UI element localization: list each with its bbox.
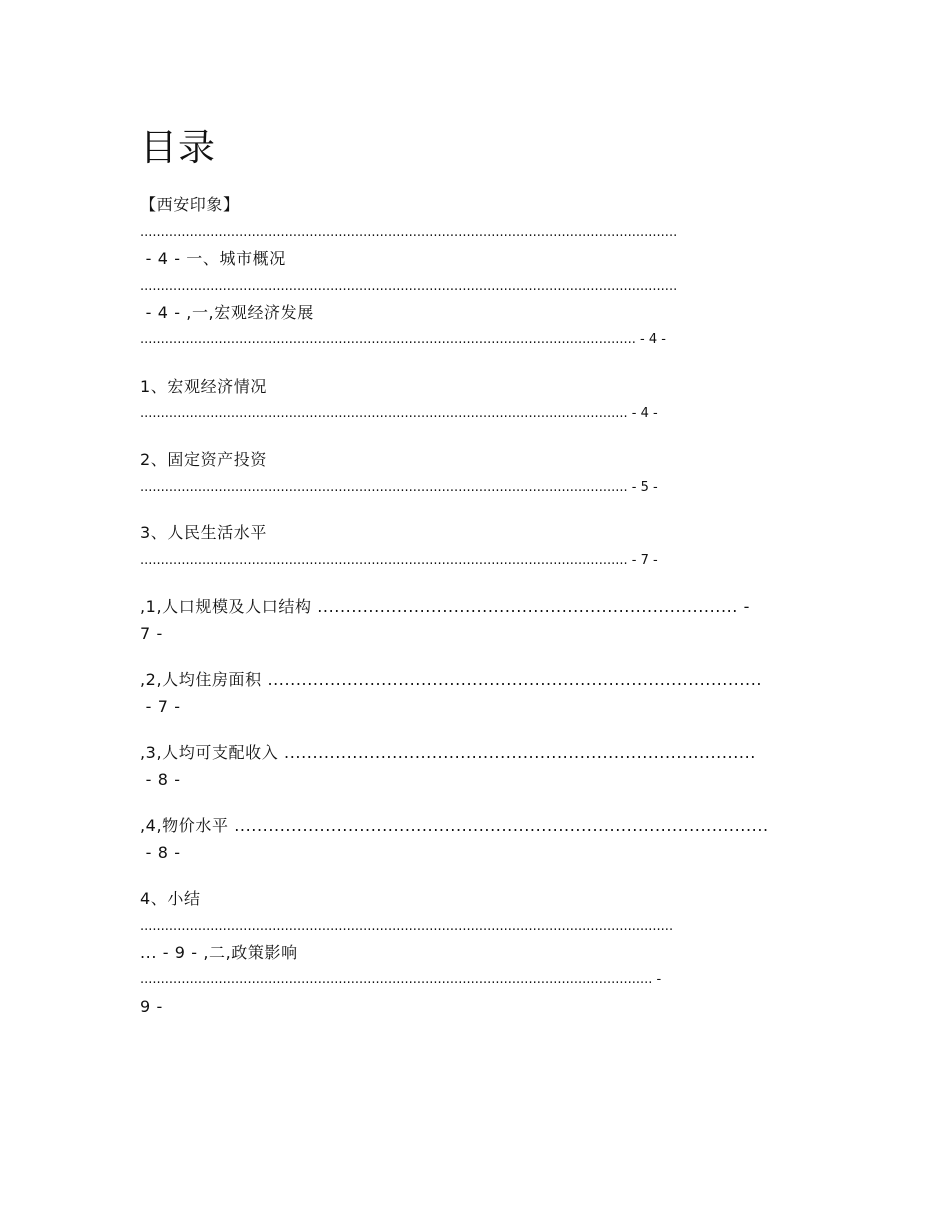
- toc-entry-city-overview: - 4 - 一、城市概况: [140, 249, 286, 268]
- toc-entry-summary: 4、小结: [140, 889, 201, 908]
- toc-entry-population: ,1,人口规模及人口结构 .......................................................................... -: [140, 597, 751, 616]
- toc-page-number: - 8 -: [140, 770, 181, 789]
- toc-leader-dots: .................................................................................................................................: [140, 919, 674, 934]
- toc-leader-dots-page: ...................................................................................................................... - 4 -: [140, 406, 658, 421]
- toc-page-number: - 7 -: [140, 697, 181, 716]
- toc-entry-housing-area: ,2,人均住房面积 .......................................................................................: [140, 670, 763, 689]
- toc-entry-macro-economy: - 4 - ,一,宏观经济发展: [140, 303, 314, 322]
- toc-entry-disposable-income: ,3,人均可支配收入 ...................................................................................: [140, 743, 756, 762]
- toc-leader-dots: ..................................................................................................................................: [140, 225, 678, 240]
- toc-leader-dots-page: ...................................................................................................................... - 5 -: [140, 480, 658, 495]
- toc-entry-price-level: ,4,物价水平 ..............................................................................................: [140, 816, 769, 835]
- toc-entry-macro-situation: 1、宏观经济情况: [140, 377, 267, 396]
- toc-entry-living-standard: 3、人民生活水平: [140, 523, 267, 542]
- toc-entry-policy-impact: ... - 9 - ,二,政策影响: [140, 943, 298, 962]
- toc-leader-dots-page: ............................................................................................................................ -: [140, 972, 662, 987]
- toc-entry-xian-impression: 【西安印象】: [140, 195, 240, 214]
- toc-page-number: 9 -: [140, 997, 163, 1016]
- toc-leader-dots-page: ........................................................................................................................ - 4 -: [140, 332, 666, 347]
- toc-leader-dots-page: ...................................................................................................................... - 7 -: [140, 553, 658, 568]
- toc-leader-dots: ..................................................................................................................................: [140, 279, 678, 294]
- page-title: 目录: [140, 126, 216, 169]
- toc-page-number: 7 -: [140, 624, 163, 643]
- toc-entry-fixed-asset-investment: 2、固定资产投资: [140, 450, 267, 469]
- toc-page-number: - 8 -: [140, 843, 181, 862]
